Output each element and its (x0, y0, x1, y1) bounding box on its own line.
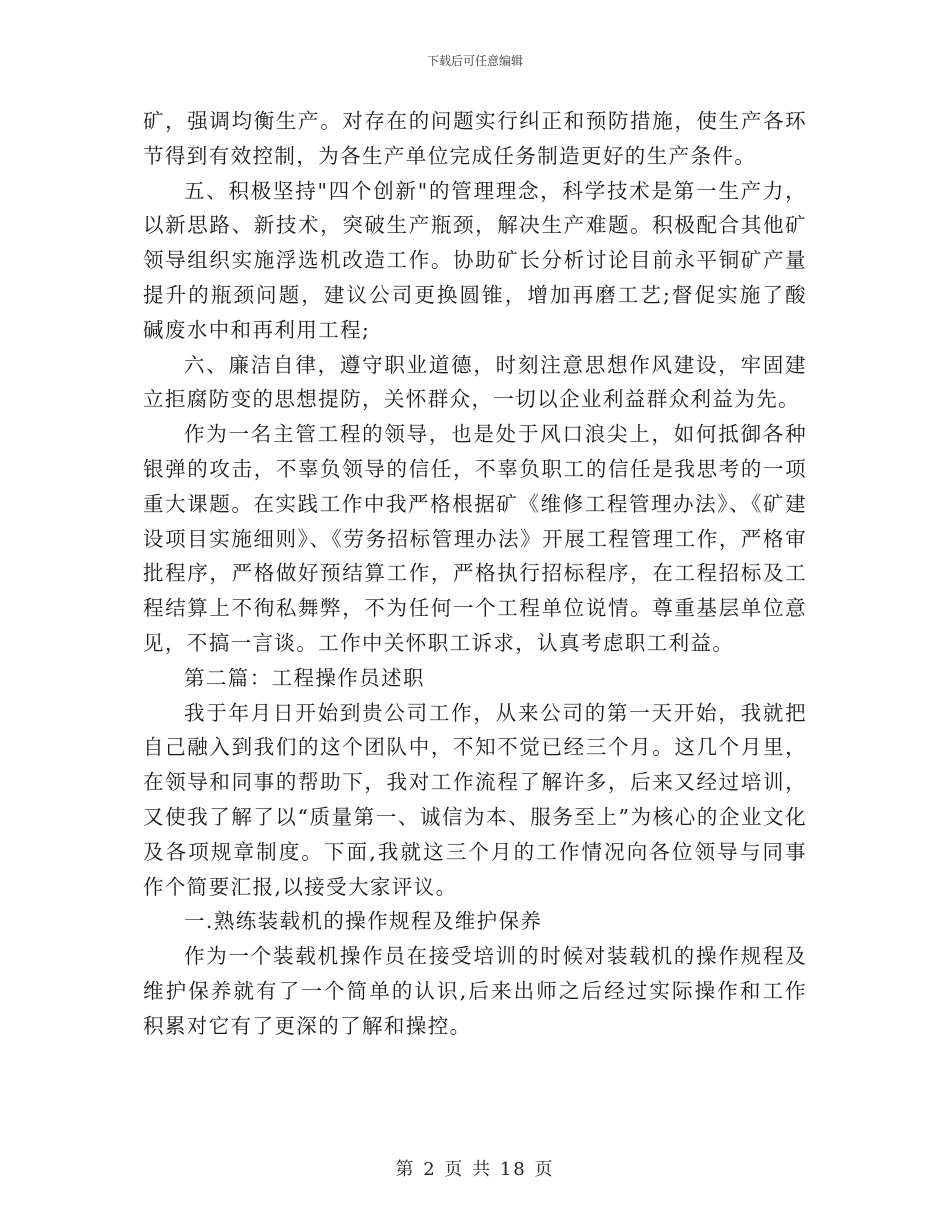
page-header: 下载后可任意编辑 (426, 54, 523, 68)
paragraph: 我于年月日开始到贵公司工作，从来公司的第一天开始，我就把自己融入到我们的这个团队中，不知不觉已经三个月。这几个月里，在领导和同事的帮助下，我对工作流程了解许多，后来又经过培训，又使我了解了以“质量第一、诚信为本、服务至上”为核心的企业文化及各项规章制度。下面,我就这三个月的工作情况向各位领导与同事作个简要汇报,以接受大家评议。 (143, 700, 807, 899)
paragraph: 六、廉洁自律，遵守职业道德，时刻注意思想作风建设，牢固建立拒腐防变的思想提防，关怀群众，一切以企业利益群众利益为先。 (143, 352, 807, 412)
page-footer: 第 2 页 共 18 页 (395, 1159, 555, 1180)
paragraph: 作为一个装载机操作员在接受培训的时候对装载机的操作规程及维护保养就有了一个简单的认识,后来出师之后经过实际操作和工作积累对它有了更深的了解和操控。 (143, 944, 807, 1038)
section-heading: 第二篇：工程操作员述职 (184, 665, 425, 690)
paragraph: 矿，强调均衡生产。对存在的问题实行纠正和预防措施，使生产各环节得到有效控制，为各生产单位完成任务制造更好的生产条件。 (143, 109, 807, 168)
paragraph: 五、积极坚持"四个创新"的管理理念，科学技术是第一生产力，以新思路、新技术，突破生产瓶颈，解决生产难题。积极配合其他矿领导组织实施浮选机改造工作。协助矿长分析讨论目前永平铜矿产量提升的瓶颈问题，建议公司更换圆锥，增加再磨工艺;督促实施了酸碱废水中和再利用工程; (143, 178, 807, 342)
document-body (143, 104, 807, 1044)
paragraph: 作为一名主管工程的领导，也是处于风口浪尖上，如何抵御各种银弹的攻击，不辜负领导的信任，不辜负职工的信任是我思考的一项重大课题。在实践工作中我严格根据矿《维修工程管理办法》、《矿建设项目实施细则》、《劳务招标管理办法》开展工程管理工作，严格审批程序，严格做好预结算工作，严格执行招标程序，在工程招标及工程结算上不徇私舞弊，不为任何一个工程单位说情。尊重基层单位意见，不搞一言谈。工作中关怀职工诉求，认真考虑职工利益。 (143, 422, 807, 655)
subsection-heading: 一.熟练装载机的操作规程及维护保养 (184, 909, 543, 934)
